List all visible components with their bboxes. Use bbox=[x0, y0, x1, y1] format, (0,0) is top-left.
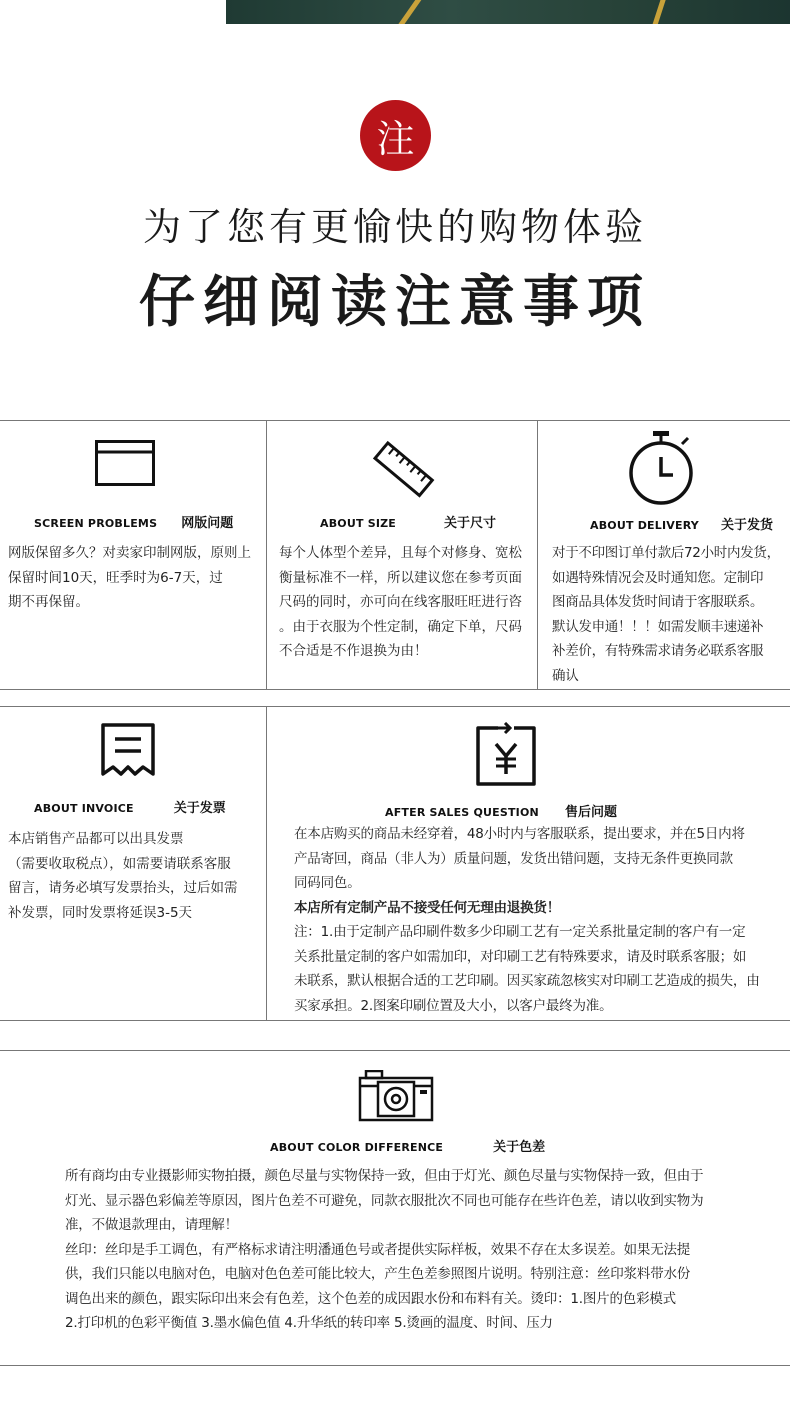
divider bbox=[0, 420, 790, 421]
browser-window-icon bbox=[95, 440, 155, 490]
text-line: 补差价，有特殊需求请务必联系客服 bbox=[552, 643, 764, 659]
text-line: 期不再保留。 bbox=[8, 594, 89, 610]
text-line: 补发票，同时发票将延误3-5天 bbox=[8, 904, 193, 921]
section-title-cn: 网版问题 bbox=[181, 516, 234, 531]
about-invoice-title bbox=[34, 797, 226, 816]
divider bbox=[266, 706, 267, 1021]
divider bbox=[537, 420, 538, 690]
divider bbox=[0, 706, 790, 707]
section-title-en: ABOUT INVOICE bbox=[34, 802, 134, 815]
section-title-en: SCREEN PROBLEMS bbox=[34, 517, 158, 530]
text-line: 。由于衣服为个性定制，确定下单，尺码 bbox=[279, 618, 522, 635]
about-size-text bbox=[279, 541, 535, 664]
section-title-en: ABOUT COLOR DIFFERENCE bbox=[270, 1141, 444, 1154]
no-return-notice: 本店所有定制产品不接受任何无理由退换货！ bbox=[294, 899, 560, 916]
text-line: 买家承担。2.图案印刷位置及大小，以客户最终为准。 bbox=[294, 997, 613, 1014]
notice-subtitle: 为了您有更愉快的购物体验 bbox=[142, 205, 647, 249]
text-line: 网版保留多久？对卖家印制网版，原则上 bbox=[8, 545, 251, 561]
about-size-title bbox=[320, 512, 496, 531]
photo-stripe bbox=[650, 0, 667, 24]
screen-problems-title bbox=[34, 512, 233, 531]
text-line: 对于不印图订单付款后72小时内发货， bbox=[552, 545, 780, 561]
text-line: 调色出来的颜色，跟实际印出来会有色差，这个色差的成因跟水份和布料有关。烫印：1.图片的色彩模式 bbox=[65, 1290, 676, 1307]
text-line: 图商品具体发货时间请于客服联系。 bbox=[552, 594, 764, 610]
yuan-refund-icon bbox=[472, 722, 540, 792]
about-delivery-text bbox=[552, 541, 790, 688]
divider bbox=[0, 1365, 790, 1366]
divider bbox=[0, 1050, 790, 1051]
text-line: 2.打印机的色彩平衡值 3.墨水偏色值 4.升华纸的转印率 5.烫画的温度、时间、压力 bbox=[65, 1315, 553, 1331]
screen-problems-text bbox=[8, 541, 266, 615]
color-difference-text bbox=[65, 1164, 745, 1336]
text-line: 供，我们只能以电脑对色，电脑对色色差可能比较大，产生色差参照图片说明。特别注意：丝印浆料带水份 bbox=[65, 1266, 691, 1282]
section-title-cn: 关于色差 bbox=[493, 1140, 546, 1155]
after-sales-title bbox=[385, 801, 617, 820]
about-delivery-title bbox=[590, 514, 773, 533]
text-line: 准，不做退款理由，请理解！ bbox=[65, 1217, 238, 1233]
text-line: 留言，请务必填写发票抬头，过后如需 bbox=[8, 880, 238, 896]
notice-title: 仔细阅读注意事项 bbox=[139, 270, 651, 335]
text-line: 本店销售产品都可以出具发票 bbox=[8, 831, 184, 847]
after-sales-text bbox=[294, 822, 788, 1018]
text-line: 产品寄回，商品（非人为）质量问题，发货出错问题，支持无条件更换同款 bbox=[294, 850, 733, 867]
text-line: 灯光、显示器色彩偏差等原因，图片色差不可避免，同款衣服批次不同也可能存在些许色差，请以收到实物为 bbox=[65, 1192, 704, 1209]
text-line: 同码同色。 bbox=[294, 875, 361, 891]
text-line: 在本店购买的商品未经穿着，48小时内与客服联系，提出要求，并在5日内将 bbox=[294, 826, 745, 842]
stopwatch-icon bbox=[626, 430, 696, 510]
ruler-icon bbox=[370, 437, 436, 507]
divider bbox=[0, 1020, 790, 1021]
section-title-en: ABOUT SIZE bbox=[320, 517, 397, 530]
text-line: 丝印：丝印是手工调色，有严格标求请注明潘通色号或者提供实际样板，效果不存在太多误差。如果无法提 bbox=[65, 1241, 691, 1258]
divider bbox=[0, 689, 790, 690]
divider bbox=[266, 420, 267, 690]
text-line: （需要收取税点），如需要请联系客服 bbox=[8, 855, 231, 872]
text-line: 如遇特殊情况会及时通知您。定制印 bbox=[552, 569, 764, 586]
text-line: 保留时间10天，旺季时为6-7天，过 bbox=[8, 569, 223, 586]
text-line: 确认 bbox=[552, 667, 579, 684]
section-title-cn: 关于尺寸 bbox=[444, 516, 497, 531]
section-title-en: AFTER SALES QUESTION bbox=[385, 806, 539, 819]
text-line: 未联系，默认根据合适的工艺印刷。因买家疏忽核实对印刷工艺造成的损失，由 bbox=[294, 973, 760, 989]
section-title-cn: 售后问题 bbox=[564, 805, 617, 820]
text-line: 衡量标准不一样，所以建议您在参考页面 bbox=[279, 569, 522, 586]
notice-badge: 注 bbox=[360, 100, 431, 171]
section-title-en: ABOUT DELIVERY bbox=[590, 519, 699, 532]
text-line: 尺码的同时，亦可向在线客服旺旺进行咨 bbox=[279, 594, 522, 610]
camera-icon bbox=[358, 1070, 434, 1126]
section-title-cn: 关于发货 bbox=[720, 518, 773, 533]
text-line: 关系批量定制的客户如需加印，对印刷工艺有特殊要求，请及时联系客服；如 bbox=[294, 948, 747, 965]
top-product-photo bbox=[226, 0, 790, 24]
color-difference-title bbox=[270, 1136, 545, 1155]
text-line: 所有商均由专业摄影师实物拍摄，颜色尽量与实物保持一致，但由于灯光、颜色尽量与实物保持一致，但由于 bbox=[65, 1168, 704, 1184]
text-line: 不合适是不作退换为由！ bbox=[279, 643, 428, 659]
text-line: 默认发申通！！！如需发顺丰速递补 bbox=[552, 618, 764, 635]
section-title-cn: 关于发票 bbox=[173, 801, 226, 816]
about-invoice-text bbox=[8, 827, 264, 925]
text-line: 注：1.由于定制产品印刷件数多少印刷工艺有一定关系批量定制的客户有一定 bbox=[294, 924, 746, 940]
text-line: 每个人体型个差异，且每个对修身、宽松 bbox=[279, 545, 522, 561]
receipt-icon bbox=[100, 722, 156, 782]
photo-stripe bbox=[395, 0, 422, 24]
